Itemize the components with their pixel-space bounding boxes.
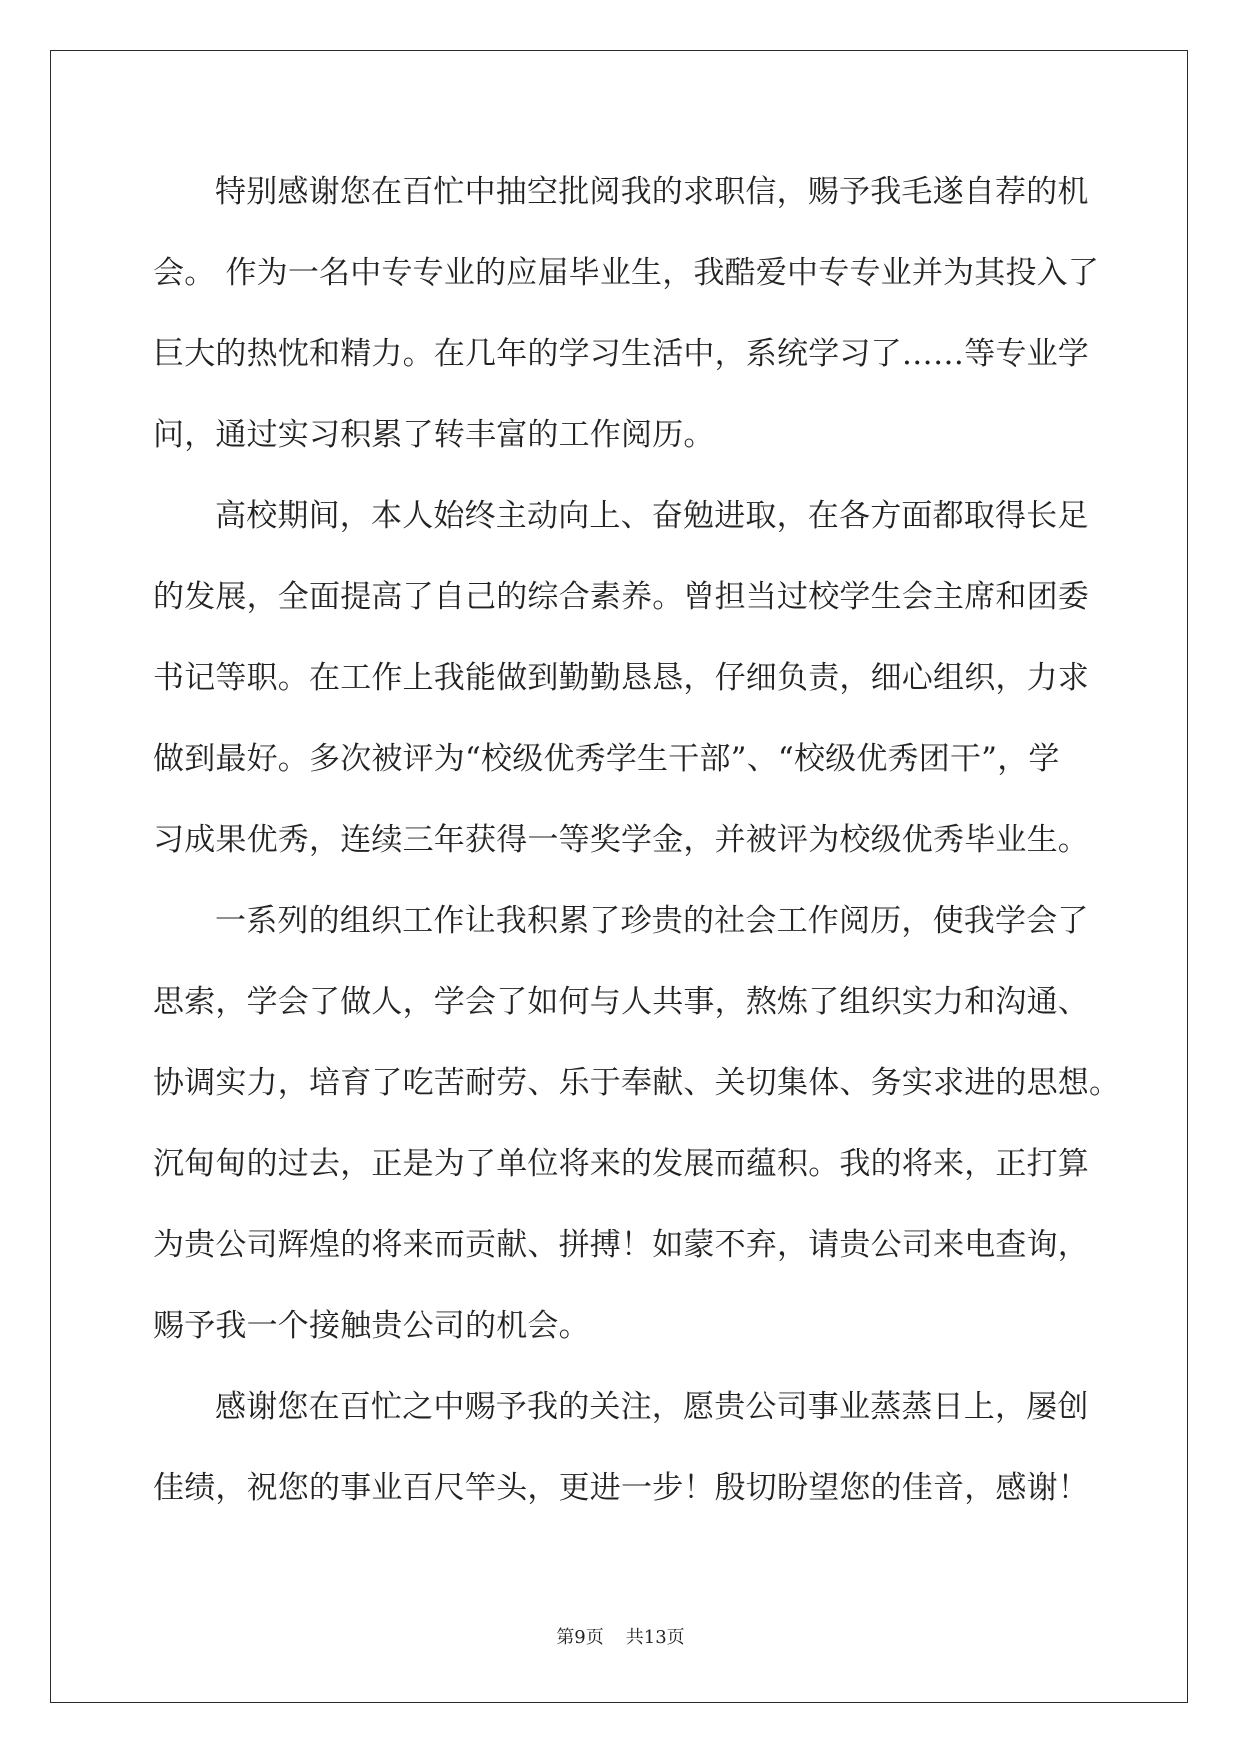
text-line: 习成果优秀，连续三年获得一等奖学金，并被评为校级优秀毕业生。 (153, 822, 1089, 858)
text-line: 巨大的热忱和精力。在几年的学习生活中，系统学习了……等专业学 (153, 336, 1089, 372)
text-line: 问，通过实习积累了转丰富的工作阅历。 (153, 417, 715, 453)
letter-body (153, 152, 1138, 1529)
text-line: 特别感谢您在百忙中抽空批阅我的求职信，赐予我毛遂自荐的机 (215, 174, 1089, 210)
text-line: 佳绩，祝您的事业百尺竿头，更进一步！殷切盼望您的佳音，感谢！ (153, 1470, 1089, 1506)
paragraph (153, 152, 1138, 476)
paragraph (153, 881, 1138, 1367)
text-line: 思索，学会了做人，学会了如何与人共事，熬炼了组织实力和沟通、 (153, 984, 1089, 1020)
paragraph (153, 476, 1138, 881)
text-line: 的发展，全面提高了自己的综合素养。曾担当过校学生会主席和团委 (153, 579, 1089, 615)
text-line: 感谢您在百忙之中赐予我的关注，愿贵公司事业蒸蒸日上，屡创 (215, 1389, 1089, 1425)
text-line: 书记等职。在工作上我能做到勤勤恳恳，仔细负责，细心组织，力求 (153, 660, 1089, 696)
page-footer (0, 1624, 1241, 1652)
text-line: 会。 作为一名中专专业的应届毕业生，我酷爱中专专业并为其投入了 (153, 255, 1100, 291)
text-line: 做到最好。多次被评为“校级优秀学生干部”、“校级优秀团干”，学 (153, 741, 1060, 777)
paragraph (153, 1367, 1138, 1529)
text-line: 赐予我一个接触贵公司的机会。 (153, 1308, 590, 1344)
page-total: 共13页 (625, 1627, 685, 1648)
text-line: 沉甸甸的过去，正是为了单位将来的发展而蕴积。我的将来，正打算 (153, 1146, 1089, 1182)
page-number: 第9页 (556, 1627, 604, 1648)
text-line: 协调实力，培育了吃苦耐劳、乐于奉献、关切集体、务实求进的思想。 (153, 1065, 1121, 1101)
text-line: 高校期间，本人始终主动向上、奋勉进取，在各方面都取得长足 (215, 498, 1089, 534)
text-line: 一系列的组织工作让我积累了珍贵的社会工作阅历，使我学会了 (215, 903, 1089, 939)
text-line: 为贵公司辉煌的将来而贡献、拼搏！如蒙不弃，请贵公司来电查询， (153, 1227, 1089, 1263)
